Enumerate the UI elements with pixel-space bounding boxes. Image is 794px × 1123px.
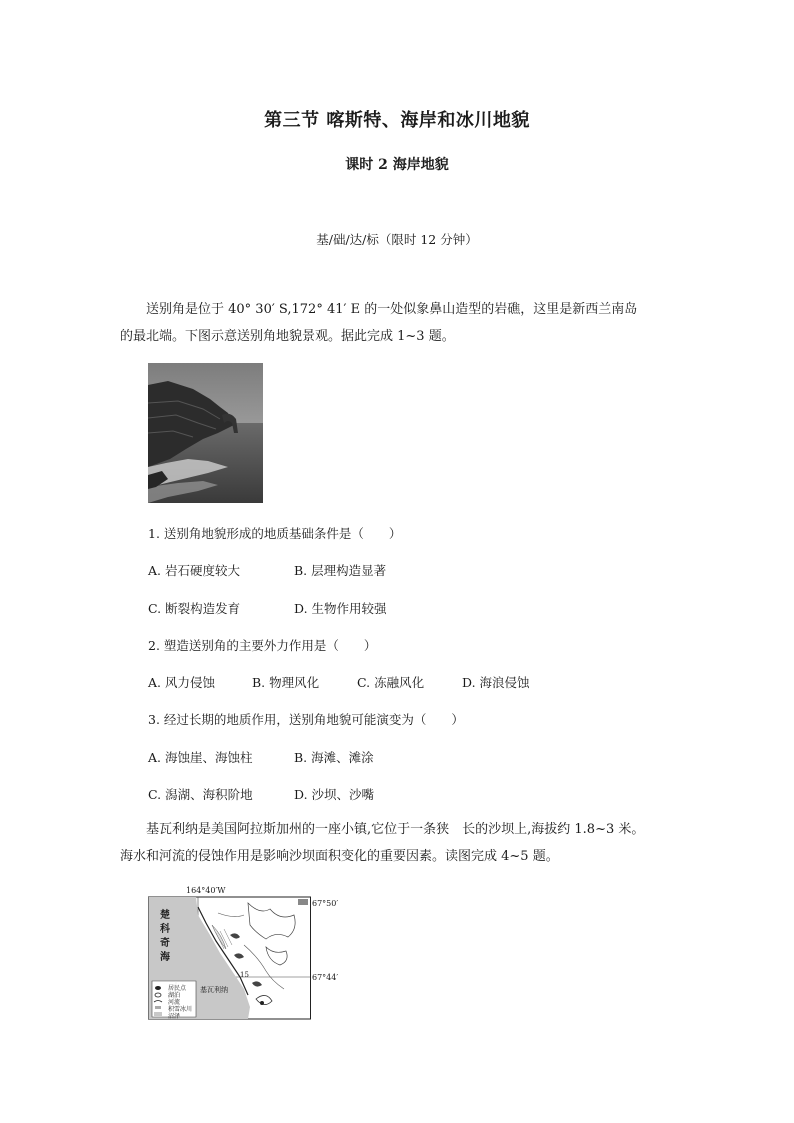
lesson-subtitle: 课时 2 海岸地貌 — [345, 157, 449, 173]
passage-1 — [120, 298, 680, 349]
cape-farewell-photo — [148, 363, 263, 503]
passage-2 — [120, 818, 680, 869]
question-1-option-c[interactable]: C. 断裂构造发育 — [148, 601, 241, 616]
map-latitude-top: 67°50′ — [312, 899, 339, 908]
question-1-option-d[interactable]: D. 生物作用较强 — [294, 601, 387, 616]
passage-1-line-2: 的最北端。下图示意送别角地貌景观。据此完成 1~3 题。 — [120, 329, 455, 344]
map-legend-5: 沼泽 — [168, 1013, 181, 1020]
passage-2-line-1: 基瓦利纳是美国阿拉斯加州的一座小镇,它位于一条狭 长的沙坝上,海拔约 1.8~3 米。 — [146, 822, 645, 837]
question-2-option-d[interactable]: D. 海浪侵蚀 — [462, 675, 530, 690]
passage-2-line-2: 海水和河流的侵蚀作用是影响沙坝面积变化的重要因素。读图完成 4~5 题。 — [120, 849, 559, 864]
map-longitude-label: 164°40′W — [186, 886, 226, 895]
question-1-option-b[interactable]: B. 层理构造显著 — [294, 563, 387, 578]
map-scale-label: 15 — [240, 971, 249, 979]
map-legend-3: 河流 — [168, 999, 181, 1006]
question-3-option-c[interactable]: C. 潟湖、海积阶地 — [148, 787, 253, 802]
map-legend-4: 积雪冰川 — [168, 1006, 193, 1013]
passage-1-line-1: 送别角是位于 40° 30′ S,172° 41′ E 的一处似象鼻山造型的岩礁，这里是新西兰南岛 — [146, 302, 638, 317]
question-3-option-d[interactable]: D. 沙坝、沙嘴 — [294, 787, 375, 802]
question-2-option-b[interactable]: B. 物理风化 — [252, 675, 320, 690]
question-2-stem: 2. 塑造送别角的主要外力作用是（ ） — [148, 638, 377, 653]
page-title: 第三节 喀斯特、海岸和冰川地貌 — [264, 110, 530, 131]
question-3-option-a[interactable]: A. 海蚀崖、海蚀柱 — [148, 750, 253, 765]
question-2-option-c[interactable]: C. 冻融风化 — [357, 675, 425, 690]
question-3-stem: 3. 经过长期的地质作用，送别角地貌可能演变为（ ） — [148, 712, 464, 727]
map-sea-label: 楚科奇海 — [160, 910, 170, 963]
question-3-option-b[interactable]: B. 海滩、滩涂 — [294, 750, 374, 765]
map-legend-2: 湖泊 — [168, 992, 181, 999]
map-latitude-bottom: 67°44′ — [312, 973, 339, 982]
map-town-label: 基瓦利纳 — [200, 986, 228, 994]
kivalina-map — [148, 885, 339, 1025]
question-1-option-a[interactable]: A. 岩石硬度较大 — [148, 563, 240, 578]
question-2-option-a[interactable]: A. 风力侵蚀 — [148, 675, 215, 690]
question-1-stem: 1. 送别角地貌形成的地质基础条件是（ ） — [148, 526, 402, 541]
section-heading: 基/础/达/标（限时 12 分钟） — [316, 232, 478, 247]
map-legend-1: 居民点 — [168, 985, 187, 992]
